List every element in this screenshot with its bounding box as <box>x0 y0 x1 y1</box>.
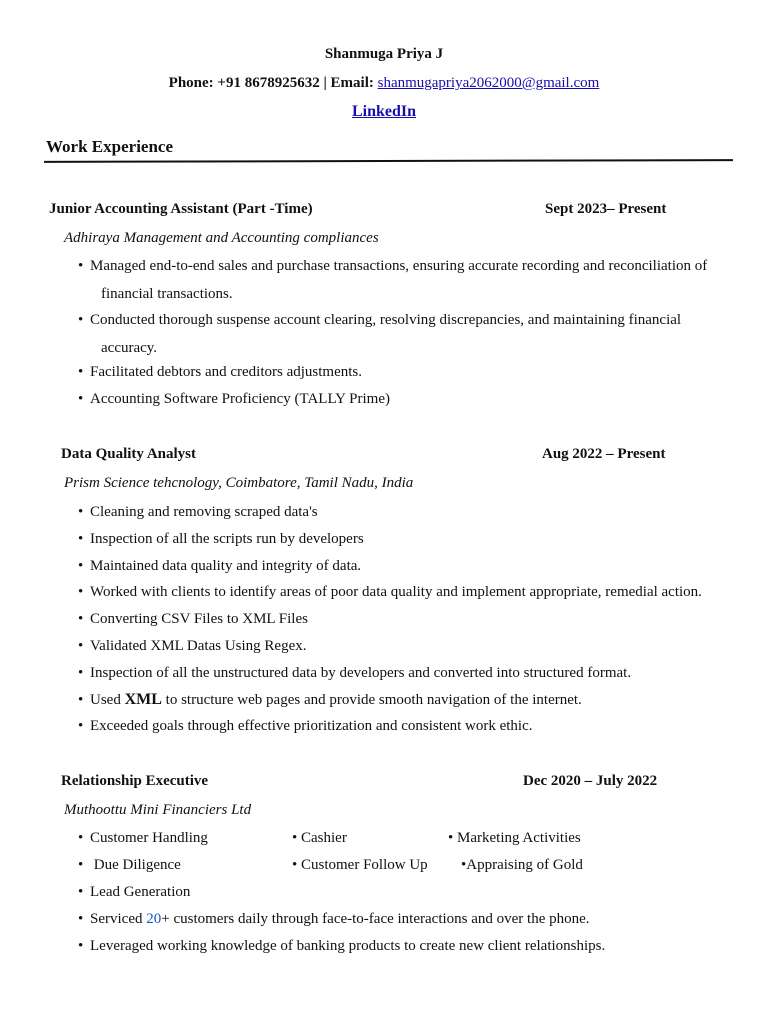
job-title: Junior Accounting Assistant (Part -Time) <box>49 201 313 217</box>
bullet-item: • Cleaning and removing scraped data's <box>78 504 318 520</box>
job-date: Aug 2022 – Present <box>542 446 666 462</box>
skill-item: • Marketing Activities <box>448 830 581 846</box>
bullet-item: • Used XML to structure web pages and provide smooth navigation of the internet. <box>78 691 582 708</box>
bullet-item: • Maintained data quality and integrity of data. <box>78 558 362 574</box>
bullet-item: • Managed end-to-end sales and purchase transactions, ensuring accurate recording and reconciliation of <box>78 258 708 274</box>
bullet-item: • Serviced 20+ customers daily through face-to-face interactions and over the phone. <box>78 911 590 927</box>
bullet-item: • Validated XML Datas Using Regex. <box>78 638 307 654</box>
linkedin-link[interactable]: LinkedIn <box>351 103 417 120</box>
xml-keyword: XML <box>124 691 162 708</box>
skill-item: • Lead Generation <box>78 884 191 900</box>
email-link[interactable]: shanmugapriya2062000@gmail.com <box>377 75 600 91</box>
bullet-item: • Facilitated debtors and creditors adjustments. <box>78 364 363 380</box>
section-divider <box>44 159 733 163</box>
phone-label: Phone: +91 8678925632 | Email: <box>168 75 378 91</box>
skill-item: • Due Diligence <box>78 857 181 873</box>
bullet-item: • Inspection of all the unstructured data by developers and converted into structured format. <box>78 665 632 681</box>
job-title: Relationship Executive <box>61 773 209 789</box>
company-name: Prism Science tehcnology, Coimbatore, Tamil Nadu, India <box>64 475 414 491</box>
bullet-continuation: financial transactions. <box>101 286 233 302</box>
bullet-item: • Accounting Software Proficiency (TALLY Prime) <box>78 391 390 407</box>
company-name: Adhiraya Management and Accounting compliances <box>64 230 379 246</box>
candidate-name: Shanmuga Priya J <box>324 46 444 62</box>
skill-item: • Customer Follow Up <box>292 857 428 873</box>
job-date: Dec 2020 – July 2022 <box>523 773 658 789</box>
bullet-item: • Inspection of all the scripts run by developers <box>78 531 364 547</box>
bullet-item: • Leveraged working knowledge of banking products to create new client relationships. <box>78 938 606 954</box>
company-name: Muthoottu Mini Financiers Ltd <box>64 802 252 818</box>
bullet-item: • Exceeded goals through effective prioritization and consistent work ethic. <box>78 718 533 734</box>
section-title: Work Experience <box>46 137 174 156</box>
bullet-continuation: accuracy. <box>101 340 158 356</box>
contact-line <box>0 75 768 92</box>
customer-count: 20 <box>146 911 162 927</box>
skill-item: •Appraising of Gold <box>461 857 583 873</box>
job-date: Sept 2023– Present <box>545 201 667 217</box>
bullet-item: • Conducted thorough suspense account clearing, resolving discrepancies, and maintaining financial <box>78 312 682 328</box>
bullet-item: • Converting CSV Files to XML Files <box>78 611 308 627</box>
skill-item: • Cashier <box>292 830 347 846</box>
job-title: Data Quality Analyst <box>61 446 197 462</box>
skill-item: • Customer Handling <box>78 830 208 846</box>
bullet-item: • Worked with clients to identify areas of poor data quality and implement appropriate, remedial action. <box>78 584 702 600</box>
